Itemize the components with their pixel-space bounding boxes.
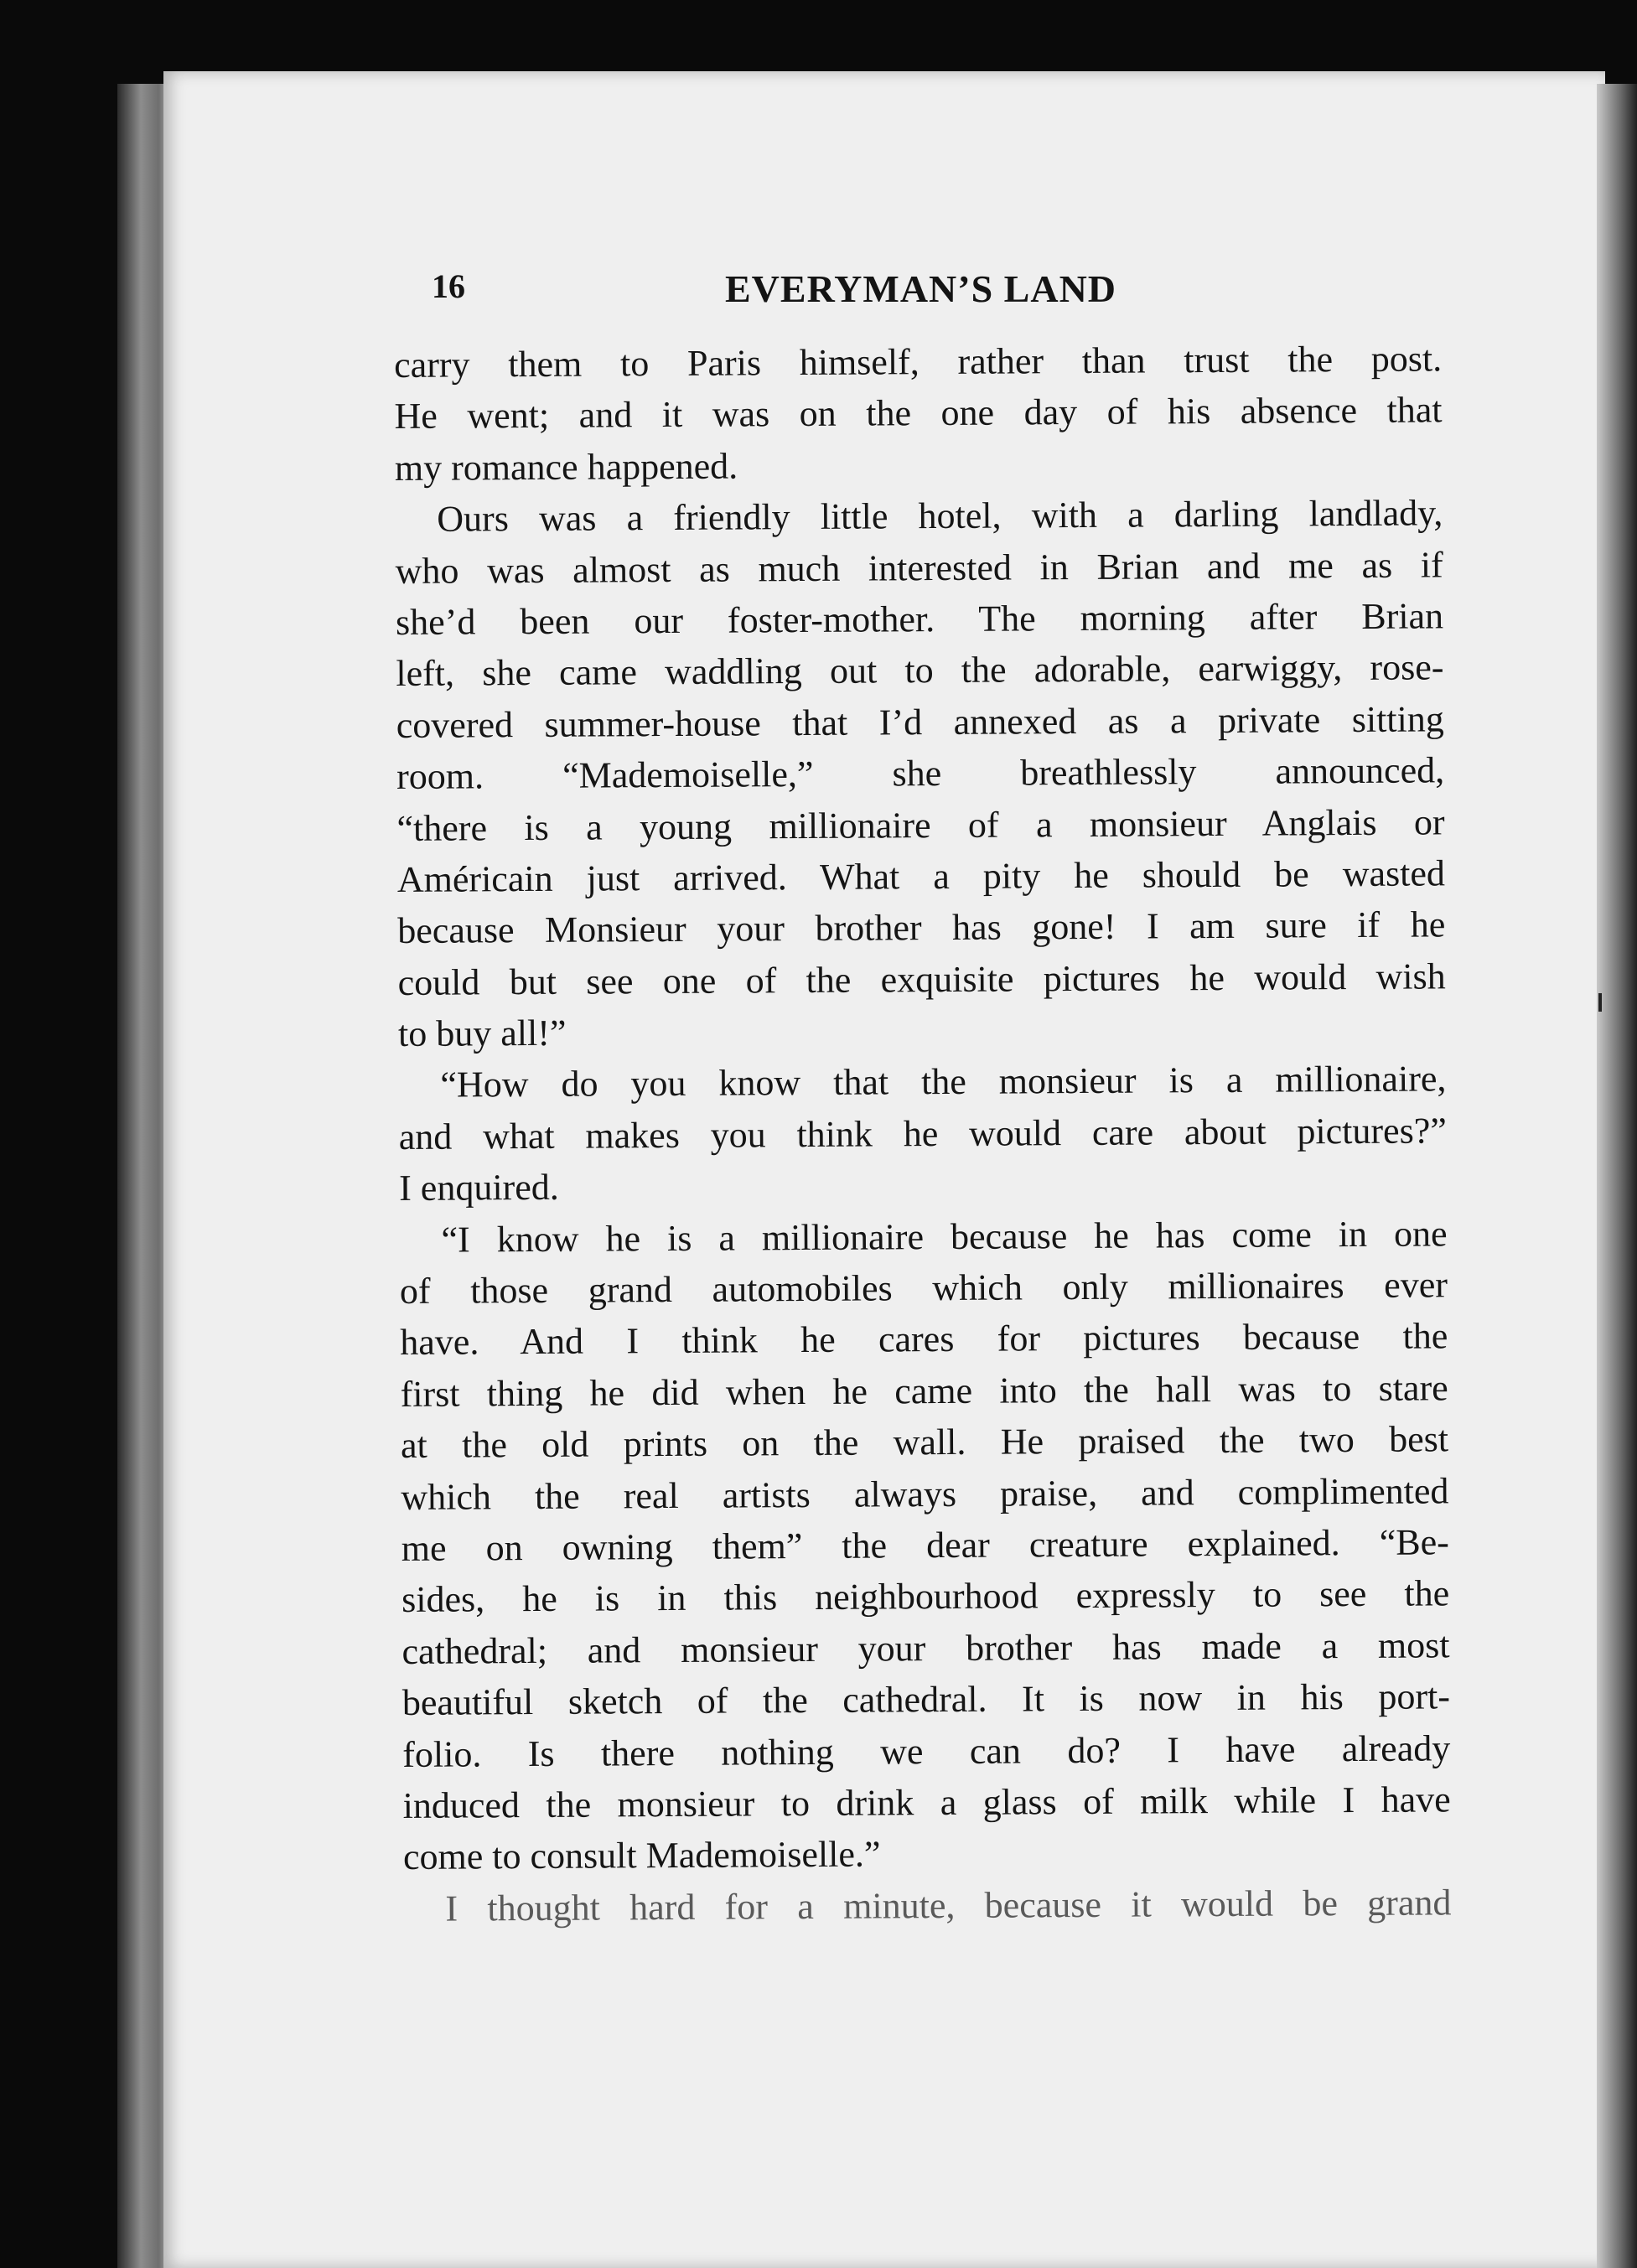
text-line: sides, he is in this neighbourhood expressly to see the <box>401 1572 1450 1621</box>
text-line: “I know he is a millionaire because he has come in one <box>441 1212 1448 1261</box>
text-line: covered summer-house that I’d annexed as a private sitting <box>396 698 1444 746</box>
text-line: my romance happened. <box>394 445 738 489</box>
text-line: carry them to Paris himself, rather than trust the post. <box>394 338 1443 386</box>
text-line: left, she came waddling out to the adorable, earwiggy, rose- <box>396 646 1444 695</box>
text-line: because Monsieur your brother has gone! I am sure if he <box>397 904 1446 952</box>
text-line: folio. Is there nothing we can do? I have already <box>402 1727 1451 1775</box>
body-text <box>394 333 1452 1934</box>
page-number: 16 <box>432 267 465 305</box>
text-line: I enquired. <box>399 1167 559 1209</box>
running-title: EVERYMAN’S LAND <box>725 267 1117 310</box>
text-line: Américain just arrived. What a pity he should be wasted <box>396 852 1446 900</box>
text-line: cathedral; and monsieur your brother has made a most <box>401 1624 1450 1672</box>
text-line: He went; and it was on the one day of his absence that <box>394 389 1443 438</box>
text-line: me on owning them” the dear creature explained. “Be- <box>401 1521 1449 1569</box>
film-edge-right <box>1597 84 1637 2268</box>
text-line: which the real artists always praise, and complimented <box>401 1469 1449 1518</box>
text-line: have. And I think he cares for pictures because the <box>400 1315 1448 1364</box>
text-line: to buy all!” <box>397 1012 567 1055</box>
text-line: she’d been our foster-mother. The morning after Brian <box>395 595 1444 643</box>
text-line: induced the monsieur to drink a glass of milk while I have <box>402 1779 1451 1826</box>
page-header <box>432 267 1454 317</box>
text-line: room. “Mademoiselle,” she breathlessly announced, <box>396 749 1445 798</box>
text-line: “How do you know that the monsieur is a millionaire, <box>440 1058 1447 1106</box>
text-line: I thought hard for a minute, because it would be grand <box>445 1882 1452 1929</box>
text-line: of those grand automobiles which only millionaires ever <box>399 1264 1448 1313</box>
text-line: “there is a young millionaire of a monsieur Anglais or <box>396 800 1445 849</box>
text-line: who was almost as much interested in Brian and me as if <box>395 543 1443 592</box>
text-line: Ours was a friendly little hotel, with a darling landlady, <box>437 492 1443 540</box>
text-line: at the old prints on the wall. He praised the two best <box>400 1418 1449 1467</box>
scan-artifact <box>1598 993 1602 1012</box>
text-line: first thing he did when he came into the hall was to stare <box>400 1367 1448 1415</box>
text-line: could but see one of the exquisite pictures he would wish <box>397 955 1446 1003</box>
text-line: come to consult Mademoiselle.” <box>402 1833 881 1878</box>
text-line: and what makes you think he would care about pictures?” <box>398 1110 1447 1157</box>
text-line: beautiful sketch of the cathedral. It is now in his port- <box>401 1675 1451 1724</box>
